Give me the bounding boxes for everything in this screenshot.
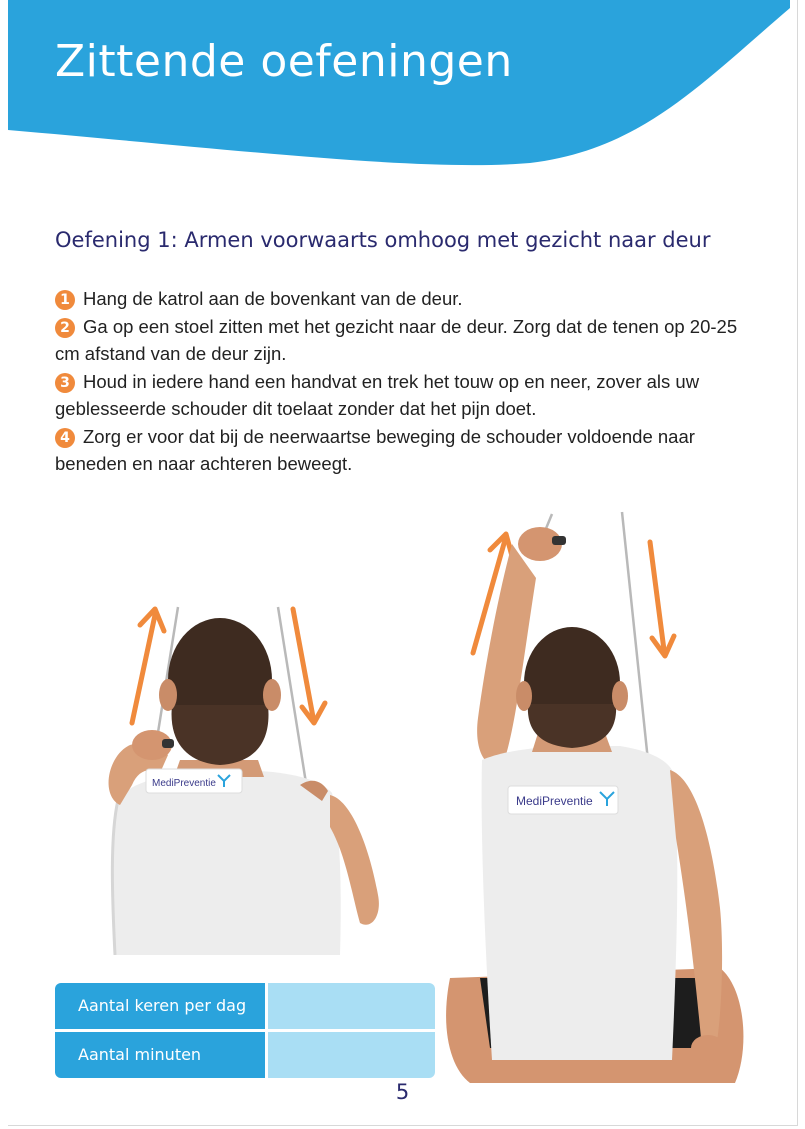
step-3 — [55, 368, 755, 423]
page-number: 5 — [395, 1080, 410, 1104]
step-number-badge: 1 — [55, 290, 75, 310]
exercise-photo-arm-raised — [440, 508, 760, 1083]
step-1 — [55, 285, 755, 313]
arrow-down-icon — [293, 609, 325, 723]
times-per-day-label: Aantal keren per dag — [55, 983, 265, 1029]
tracking-table — [55, 983, 435, 1078]
minutes-label: Aantal minuten — [55, 1032, 265, 1078]
arrow-down-icon — [650, 542, 674, 656]
step-number-badge: 2 — [55, 318, 75, 338]
exercise-title: Oefening 1: Armen voorwaarts omhoog met gezicht naar deur — [55, 228, 711, 252]
times-per-day-field[interactable] — [268, 983, 435, 1029]
step-4 — [55, 423, 755, 478]
shirt-logo-label: MediPreventie — [516, 794, 593, 808]
exercise-photo-arms-down — [60, 595, 390, 955]
instructions — [55, 285, 755, 478]
table-row — [55, 983, 435, 1029]
step-text: Zorg er voor dat bij de neerwaartse beweging de schouder voldoende naar beneden en naar achteren beweegt. — [55, 425, 695, 474]
minutes-field[interactable] — [268, 1032, 435, 1078]
shirt-logo-label: MediPreventie — [152, 778, 216, 789]
step-text: Ga op een stoel zitten met het gezicht naar de deur. Zorg dat de tenen op 20-25 cm afstand van de deur zijn. — [55, 315, 738, 364]
step-number-badge: 4 — [55, 428, 75, 448]
step-2 — [55, 313, 755, 368]
step-text: Hang de katrol aan de bovenkant van de deur. — [83, 288, 463, 309]
arrow-up-icon — [132, 609, 164, 723]
page-title: Zittende oefeningen — [55, 36, 513, 87]
step-number-badge: 3 — [55, 373, 75, 393]
table-row — [55, 1032, 435, 1078]
step-text: Houd in iedere hand een handvat en trek het touw op en neer, zover als uw geblesseerde schouder dit toelaat zonder dat het pijn doet. — [55, 370, 700, 419]
